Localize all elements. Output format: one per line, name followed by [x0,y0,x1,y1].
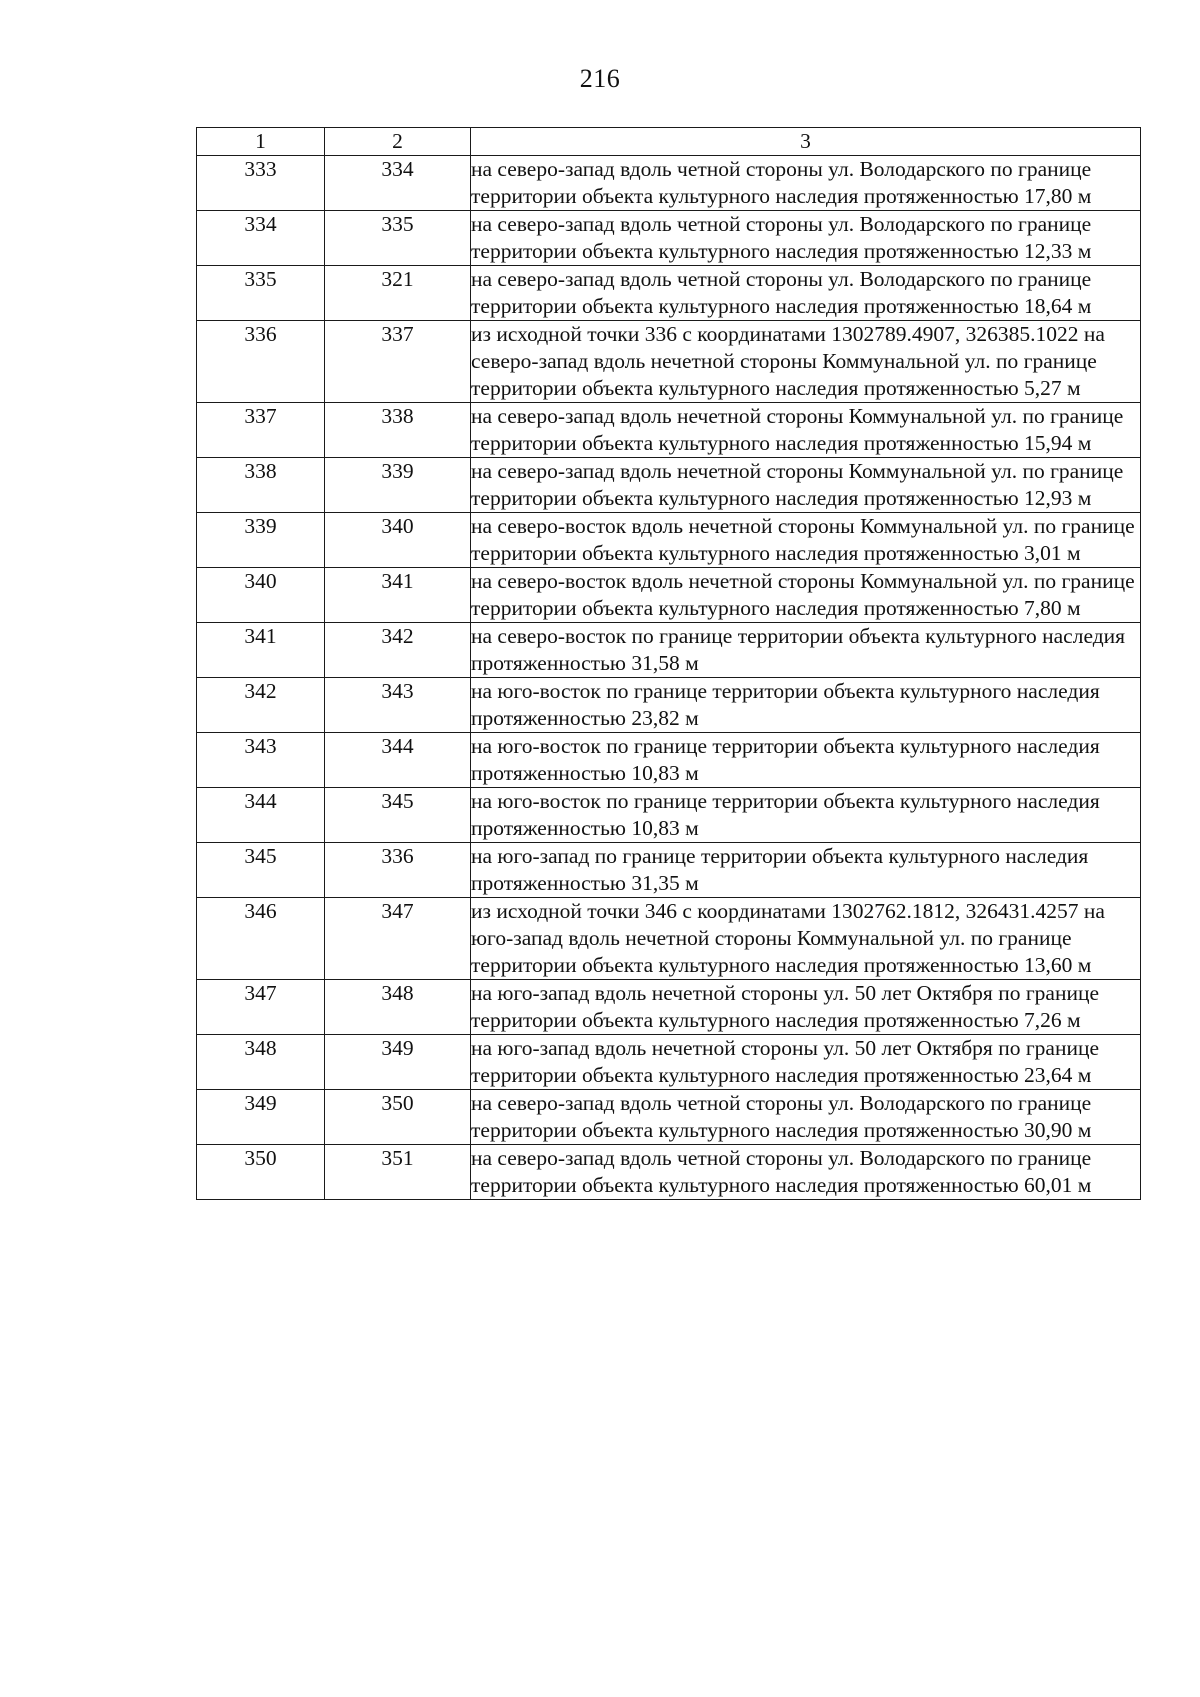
boundary-table [196,127,1141,1200]
from-point: 346 [197,898,325,980]
to-point: 321 [325,266,471,321]
table-row [197,321,1141,403]
segment-description: на юго-восток по границе территории объекта культурного наследия протяженностью 10,83 м [471,733,1141,788]
table-row [197,211,1141,266]
table-row [197,678,1141,733]
from-point: 333 [197,156,325,211]
from-point: 343 [197,733,325,788]
from-point: 335 [197,266,325,321]
to-point: 350 [325,1090,471,1145]
from-point: 348 [197,1035,325,1090]
to-point: 339 [325,458,471,513]
to-point: 351 [325,1145,471,1200]
table-row [197,980,1141,1035]
column-header-1: 1 [197,128,325,156]
table-row [197,1090,1141,1145]
table-row [197,1035,1141,1090]
table-row [197,458,1141,513]
segment-description: на юго-восток по границе территории объекта культурного наследия протяженностью 23,82 м [471,678,1141,733]
to-point: 347 [325,898,471,980]
table-row [197,156,1141,211]
segment-description: на северо-запад вдоль нечетной стороны Коммунальной ул. по границе территории объекта культурного наследия протяженностью 15,94 м [471,403,1141,458]
to-point: 343 [325,678,471,733]
segment-description: на северо-восток по границе территории объекта культурного наследия протяженностью 31,58 м [471,623,1141,678]
segment-description: на северо-запад вдоль четной стороны ул. Володарского по границе территории объекта культурного наследия протяженностью 18,64 м [471,266,1141,321]
segment-description: на северо-запад вдоль нечетной стороны Коммунальной ул. по границе территории объекта культурного наследия протяженностью 12,93 м [471,458,1141,513]
segment-description: на северо-запад вдоль четной стороны ул. Володарского по границе территории объекта культурного наследия протяженностью 12,33 м [471,211,1141,266]
table-header-row [197,128,1141,156]
table-row [197,788,1141,843]
segment-description: на северо-запад вдоль четной стороны ул. Володарского по границе территории объекта культурного наследия протяженностью 30,90 м [471,1090,1141,1145]
segment-description: на северо-запад вдоль четной стороны ул. Володарского по границе территории объекта культурного наследия протяженностью 17,80 м [471,156,1141,211]
segment-description: из исходной точки 336 с координатами 1302789.4907, 326385.1022 на северо-запад вдоль нечетной стороны Коммунальной ул. по границе территории объекта культурного наследия протяженностью 5,27 м [471,321,1141,403]
to-point: 349 [325,1035,471,1090]
to-point: 335 [325,211,471,266]
from-point: 341 [197,623,325,678]
from-point: 334 [197,211,325,266]
from-point: 342 [197,678,325,733]
from-point: 337 [197,403,325,458]
table-row [197,266,1141,321]
from-point: 336 [197,321,325,403]
table-row [197,568,1141,623]
to-point: 345 [325,788,471,843]
to-point: 340 [325,513,471,568]
from-point: 344 [197,788,325,843]
to-point: 344 [325,733,471,788]
segment-description: на юго-запад по границе территории объекта культурного наследия протяженностью 31,35 м [471,843,1141,898]
segment-description: на северо-запад вдоль четной стороны ул. Володарского по границе территории объекта культурного наследия протяженностью 60,01 м [471,1145,1141,1200]
segment-description: на юго-восток по границе территории объекта культурного наследия протяженностью 10,83 м [471,788,1141,843]
to-point: 334 [325,156,471,211]
table-row [197,623,1141,678]
segment-description: из исходной точки 346 с координатами 1302762.1812, 326431.4257 на юго-запад вдоль нечетной стороны Коммунальной ул. по границе территории объекта культурного наследия протяженностью 13,60 м [471,898,1141,980]
table-row [197,1145,1141,1200]
from-point: 338 [197,458,325,513]
to-point: 336 [325,843,471,898]
table-row [197,733,1141,788]
segment-description: на юго-запад вдоль нечетной стороны ул. 50 лет Октября по границе территории объекта культурного наследия протяженностью 23,64 м [471,1035,1141,1090]
column-header-3: 3 [471,128,1141,156]
to-point: 348 [325,980,471,1035]
segment-description: на юго-запад вдоль нечетной стороны ул. 50 лет Октября по границе территории объекта культурного наследия протяженностью 7,26 м [471,980,1141,1035]
to-point: 341 [325,568,471,623]
to-point: 337 [325,321,471,403]
page-number: 216 [579,64,621,93]
from-point: 347 [197,980,325,1035]
to-point: 342 [325,623,471,678]
segment-description: на северо-восток вдоль нечетной стороны Коммунальной ул. по границе территории объекта культурного наследия протяженностью 3,01 м [471,513,1141,568]
table-row [197,843,1141,898]
to-point: 338 [325,403,471,458]
table-row [197,898,1141,980]
table-row [197,513,1141,568]
table-row [197,403,1141,458]
from-point: 349 [197,1090,325,1145]
from-point: 339 [197,513,325,568]
from-point: 340 [197,568,325,623]
segment-description: на северо-восток вдоль нечетной стороны Коммунальной ул. по границе территории объекта культурного наследия протяженностью 7,80 м [471,568,1141,623]
column-header-2: 2 [325,128,471,156]
from-point: 350 [197,1145,325,1200]
from-point: 345 [197,843,325,898]
